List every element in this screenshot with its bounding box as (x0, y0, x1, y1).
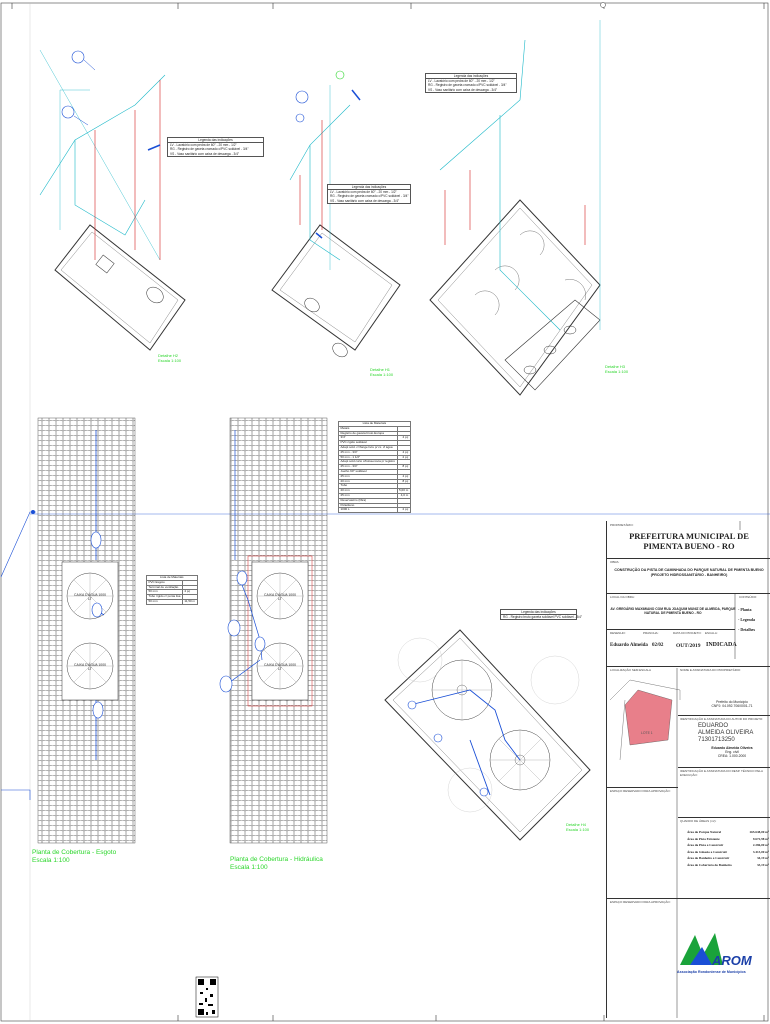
detail-h3-title (605, 364, 628, 374)
list-item: 25 mm - 3/4" (339, 465, 398, 470)
scale-value: INDICADA (706, 642, 737, 648)
area-value: 33,19 m² (757, 862, 769, 867)
drawer-label: DESENHO: (610, 631, 626, 635)
mayor-block (702, 700, 762, 708)
list-item: 50 mm (147, 599, 183, 604)
list-qty: 4 pç (397, 474, 410, 479)
date-value: OUT/2019 (676, 643, 701, 649)
legend-row: RG - Registro de gaveta cromado c/PVC soldável - 3/4" (170, 147, 249, 152)
list-item: 50 mm - 1 1/2" (339, 455, 398, 460)
list-qty: 8 pç (397, 479, 410, 484)
legend-title: Legenda das indicações (501, 610, 576, 615)
detail-h2-title (158, 353, 181, 363)
list-item: Adapt sold. c/ flange livre p/ cx. d' água (339, 445, 398, 450)
material-list-esgoto (146, 575, 198, 605)
area-name: Área do Banheiro a Construir (687, 856, 730, 860)
list-qty: 2 pç (397, 508, 410, 513)
list-item: Metais (339, 426, 398, 431)
content-item: - Detalhes (738, 627, 755, 632)
list-item: 20 mm (339, 479, 398, 484)
detail-h1-title (370, 367, 393, 377)
owner-line2: PIMENTA BUENO - RO (643, 541, 735, 551)
drawer-value: Eduardo Almeida (610, 643, 648, 648)
detail-name: Detalhe H2 (158, 353, 179, 358)
logo-subtitle: Associação Rondoniense de Municípios (677, 970, 746, 974)
plan-scale: Escala 1:100 (32, 857, 70, 864)
legend-h2 (167, 137, 264, 157)
legend-row: RG - Registro de gaveta cromado c/PVC soldável - 3/4" (428, 83, 507, 88)
area-name: Área de Pista Existente (687, 836, 720, 841)
location-map-label: LOCALIZAÇÃO SEM ESCALA (610, 668, 652, 672)
detail-h4-title (566, 822, 589, 832)
location-line1: AV. GREGÁRIO MAXIMIANO COM RUA JOAQUIM MUNIZ DE ALMEIDA, PARQUE (610, 607, 736, 611)
legend-row: LV - Lavatório com pedra de 60° - 20 mm - 1/2" (330, 190, 397, 195)
author-name: EDUARDO (698, 723, 729, 729)
plan-scale: Escala 1:100 (230, 864, 268, 871)
author-title: Eng. civil (725, 750, 739, 755)
area-name: Área do Parque Natural (687, 830, 722, 834)
area-name: Área de Cobertura do Banheiro (687, 862, 732, 867)
owner-line1: PREFEITURA MUNICIPAL DE (629, 531, 749, 541)
list-item: Polietileno (339, 503, 398, 508)
tank-label: CAIXA D'ÁGUA 1000 LT (264, 593, 296, 602)
detail-scale: Escala 1:100 (158, 358, 182, 363)
legend-row: VS - Vaso sanitário com caixa de descarga - 3/4" (428, 87, 498, 92)
map-lot-label: LOTE 1 (641, 731, 653, 735)
content-item: - Planta (738, 607, 752, 612)
detail-name: Detalhe H3 (605, 364, 626, 369)
owner-label: PROPRIETÁRIO: (610, 523, 634, 527)
sheet-label: PRANCHA: (643, 631, 659, 635)
area-value: 265.648,00 m² (749, 830, 769, 834)
location-text (609, 607, 737, 616)
owner-sign-label: NOME E ASSINATURA DO PROPRIETÁRIO: (680, 668, 741, 672)
legend-title: Legenda das indicações (328, 185, 410, 190)
list-qty: 4 pç (182, 590, 197, 595)
author-block (702, 746, 762, 759)
logo-wordmark: AROM (712, 953, 752, 968)
detail-h4-drawing (385, 630, 590, 840)
date-label: DATA DO PROJETO: (673, 631, 702, 635)
detail-name: Detalhe H1 (370, 367, 391, 372)
list-item: Adapt sold curto c/bolsa-rosca p/ registro (340, 459, 396, 464)
work-title (607, 568, 770, 578)
list-title: Lista de Materiais (147, 576, 198, 581)
area-name: Área do Ginasio a Construir (687, 849, 728, 854)
plan-name: Planta de Cobertura - Hidráulica (230, 856, 323, 863)
title-block (606, 521, 770, 1018)
list-item: 25 mm (339, 474, 398, 479)
qr-code (196, 977, 218, 1017)
content-item: - Legenda (738, 617, 755, 622)
list-item: Joelho 90° soldável (339, 469, 398, 474)
legend-row: RG - Registro de gaveta cromado c/PVC soldável - 3/4" (330, 194, 409, 199)
author-crea: CREA: 1.000.2000 (717, 754, 747, 759)
legend-title: Legenda das indicações (426, 74, 516, 79)
author-sign-label: IDENTIFICAÇÃO E ASSINATURA DO AUTOR DO PROJETO: (680, 717, 764, 721)
list-item: Tubo (339, 484, 398, 489)
list-item: 3/4" (339, 436, 398, 441)
detail-h2-drawing (40, 50, 185, 350)
list-item: 20 mm (339, 489, 398, 494)
legend-title: Legenda das indicações (168, 138, 263, 143)
approval1-label: ESPAÇO RESERVADO PARA APROVAÇÃO: (610, 789, 671, 793)
mayor-title: Prefeito do Município (716, 700, 748, 704)
scale-label: ESCALA: (705, 631, 718, 635)
area-value: 3.413,00 m² (752, 849, 769, 854)
area-row (687, 862, 769, 869)
work-line2: (PROJETO HIDROSSANITÁRIO - BANHEIRO) (650, 573, 728, 577)
work-line1: CONSTRUÇÃO DA PISTA DE CAMINHADA DO PARQUE NATURAL DE PIMENTA BUENO (614, 568, 764, 572)
area-value: 34,19 m² (757, 856, 769, 860)
content-list (738, 605, 755, 635)
areas-table (687, 829, 769, 868)
detail-h1-drawing (272, 71, 400, 360)
list-item: Tubo rígido c/ ponta lisa (148, 594, 181, 599)
list-qty: 5,00 m (399, 488, 409, 493)
list-qty: 4 pç (397, 450, 410, 455)
legend-row: LV - Lavatório com pedra de 60° - 20 mm - 1/2" (170, 143, 237, 148)
executor-sign-label: IDENTIFICAÇÃO E ASSINATURA DO RESP. TÉCNICO PELA EXECUÇÃO: (680, 769, 763, 777)
list-item: 25 mm - 3/4" (339, 450, 398, 455)
list-title: Lista de Materiais (339, 422, 411, 427)
plan-hidraulica-title (230, 856, 323, 872)
area-value: 9.672,98 m² (752, 836, 769, 841)
legend-row: VS - Vaso sanitário com caixa de descarga - 3/4" (170, 151, 240, 156)
location-line2: NATURAL DE PIMENTA BUENO - RO (644, 611, 702, 616)
detail-scale: Escala 1:100 (605, 369, 629, 374)
author-signature: Eduardo Almeida Oliveira (711, 746, 753, 750)
area-value: 2.286,00 m² (752, 843, 769, 847)
sheet-value: 02/02 (652, 643, 664, 648)
plan-esgoto-title (32, 849, 116, 865)
list-item: Registro de gaveta bruto Europa (339, 431, 398, 436)
author-name2: ALMEIDA OLIVEIRA (698, 730, 754, 736)
author-digital-signature (698, 723, 753, 744)
detail-name: Detalhe H4 (566, 822, 587, 827)
list-item: 50 mm (147, 590, 183, 595)
detail-scale: Escala 1:100 (566, 827, 590, 832)
tank-label: CAIXA D'ÁGUA 1000 LT (264, 663, 296, 672)
mayor-cnpj: CNPJ: 04.092.706/0001-71 (711, 704, 753, 709)
area-name: Área da Pista a Construir (687, 843, 724, 847)
legend-h1 (327, 184, 411, 204)
legend-h4 (500, 609, 583, 620)
legend-h3 (425, 73, 517, 93)
approval2-label: ESPAÇO RESERVADO PARA APROVAÇÃO: (610, 900, 671, 904)
list-item: PVC rígido soldável (339, 441, 398, 446)
plan-name: Planta de Cobertura - Esgoto (32, 849, 117, 856)
legend-row: LV - Lavatório com pedra de 60° - 20 mm - 1/2" (428, 79, 495, 84)
list-item: 25 mm (339, 493, 398, 498)
list-qty: 2 pç (397, 455, 410, 460)
content-label: CONTEÚDO: (739, 595, 757, 599)
work-label: OBRA: (610, 560, 620, 564)
detail-scale: Escala 1:100 (370, 372, 394, 377)
author-cpf: 71301713250 (698, 737, 735, 743)
list-qty: 11,50 m (184, 598, 196, 603)
list-item: PVC Esgoto (147, 580, 183, 585)
tank-label: CAIXA D'ÁGUA 1000 LT (74, 663, 106, 672)
location-label: LOCAL DA OBRA: (610, 595, 635, 599)
legend-row: RG - Registro bruto gaveta soldável PVC soldável - 3/4" (503, 615, 583, 620)
list-item: Terminal de ventilação (147, 585, 183, 590)
list-qty: 8 pç (397, 465, 410, 470)
list-qty: 4 pç (397, 436, 410, 441)
list-item: Reservatório (fibra) (339, 498, 398, 503)
tank-label: CAIXA D'ÁGUA 1000 LT (74, 593, 106, 602)
list-qty: 4,0 m (397, 493, 410, 498)
detail-h3-drawing (430, 3, 606, 396)
legend-row: VS - Vaso sanitário com caixa de descarga - 3/4" (330, 198, 400, 203)
areas-label: QUADRO DE ÁREAS (m²): (680, 819, 717, 823)
list-item: 1000 L (339, 508, 398, 513)
material-list-hidraulica (338, 421, 411, 513)
